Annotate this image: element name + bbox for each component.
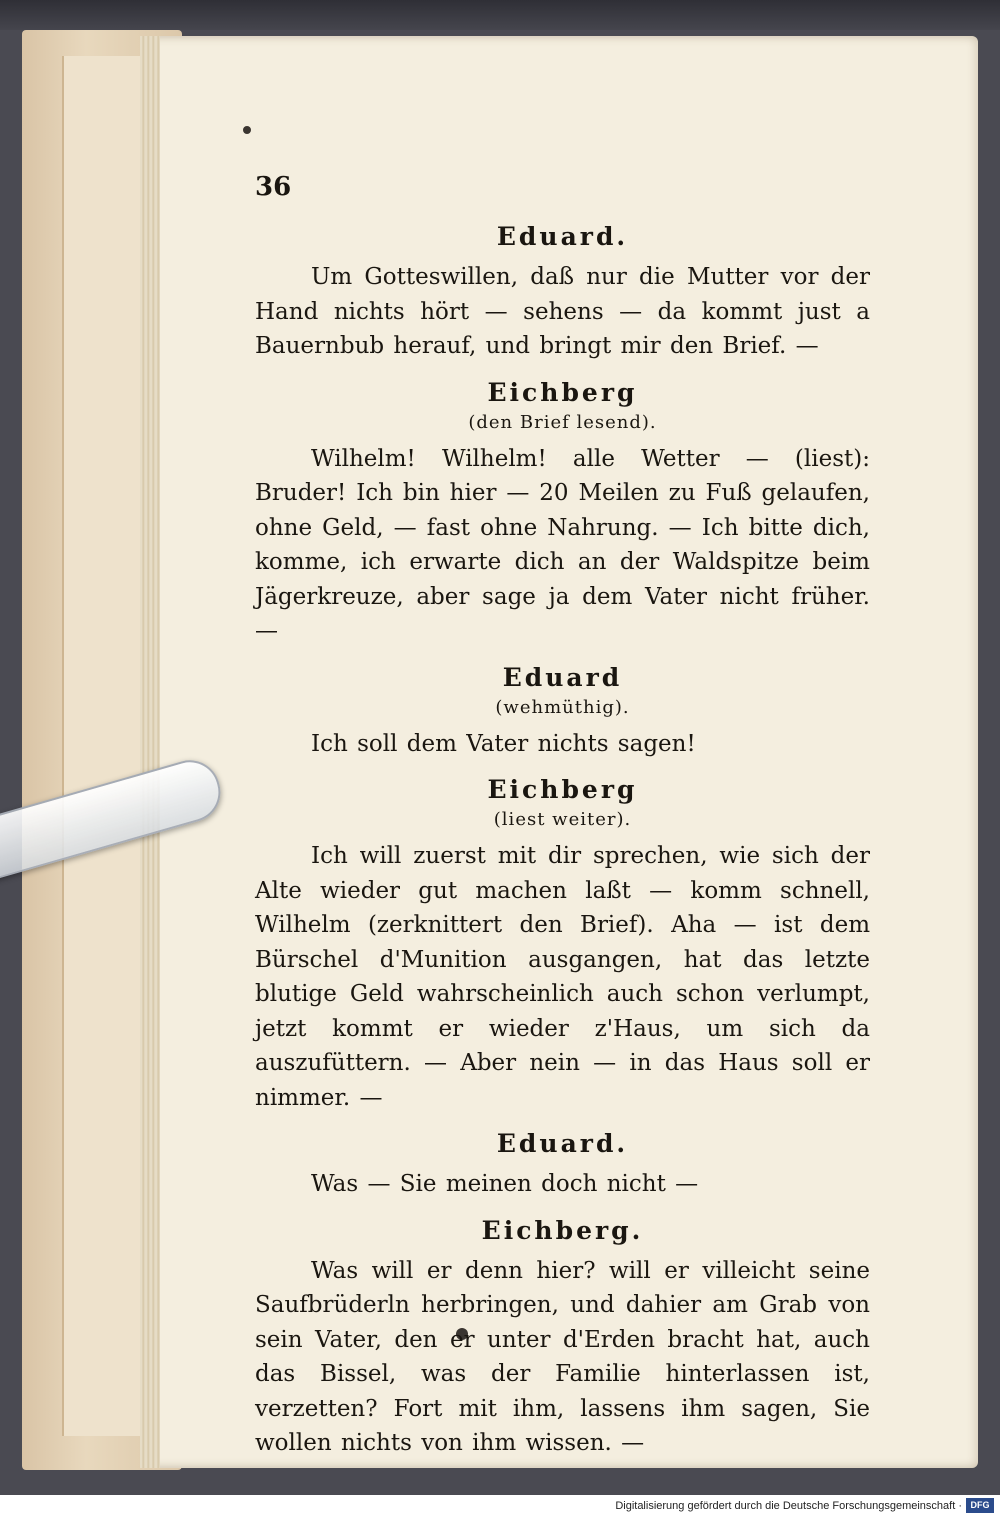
dialogue-paragraph: Wilhelm! Wilhelm! alle Wetter — (liest): Bruder! Ich bin hier — 20 Meilen zu Fuß gelaufen, ohne Geld, — fast ohne Nahrung. — Ich bitte dich, komme, ich erwarte dich an der Waldspitze beim Jägerkreuze, aber sage ja dem Vater nicht früher. — bbox=[255, 445, 870, 644]
speaker-name: Eduard. bbox=[496, 1129, 629, 1158]
dialogue-paragraph: Um Gotteswillen, daß nur die Mutter vor der Hand nichts hört — sehens — da kommt just a Bauernbub herauf, und bringt mir den Brief. — bbox=[255, 264, 870, 359]
scanner-top-border bbox=[0, 0, 1000, 30]
stage-direction: (den Brief lesend). bbox=[468, 411, 657, 433]
speaker-name: Eichberg. bbox=[481, 1215, 644, 1245]
dfg-logo: DFG bbox=[966, 1498, 994, 1513]
speaker-name: Eduard. bbox=[496, 222, 629, 251]
funding-notice: Digitalisierung gefördert durch die Deutsche Forschungsgemeinschaft · bbox=[615, 1500, 962, 1512]
dialogue-paragraph: Was will er denn hier? will er villeicht seine Saufbrüderln herbringen, und dahier am Grab von sein Vater, den er unter d'Erden bracht hat, auch das Bissel, was der Familie hinterlassen ist, verzetten? Fort mit ihm, lassens ihm sagen, Sie wollen nichts von ihm wissen. — bbox=[255, 1257, 870, 1456]
speaker-name: Eduard bbox=[502, 662, 623, 692]
ink-spot bbox=[243, 126, 251, 134]
page-number: 36 bbox=[255, 172, 292, 202]
stage-direction: (wehmüthig). bbox=[495, 696, 630, 718]
dialogue-paragraph: Was — Sie meinen doch nicht — bbox=[311, 1171, 699, 1197]
dialogue-paragraph: Ich will zuerst mit dir sprechen, wie sich der Alte wieder gut machen laßt — komm schnell, Wilhelm (zerknittert den Brief). Aha — ist dem Bürschel d'Munition ausgangen, hat das letzte blutige Geld wahrscheinlich auch schon verlumpt, jetzt kommt er wieder z'Haus, um sich da auszufüttern. — Aber nein — in das Haus soll er nimmer. — bbox=[255, 843, 870, 1111]
dialogue-paragraph: Ich soll dem Vater nichts sagen! bbox=[311, 730, 696, 757]
footer-bar bbox=[0, 1495, 1000, 1519]
page-gutter bbox=[140, 36, 160, 1468]
page-text bbox=[255, 170, 870, 1461]
stage-direction: (liest weiter). bbox=[493, 809, 632, 830]
book-page-stack bbox=[62, 56, 152, 1436]
speaker-name: Eichberg bbox=[487, 377, 638, 407]
speaker-name: Eichberg bbox=[487, 775, 638, 804]
